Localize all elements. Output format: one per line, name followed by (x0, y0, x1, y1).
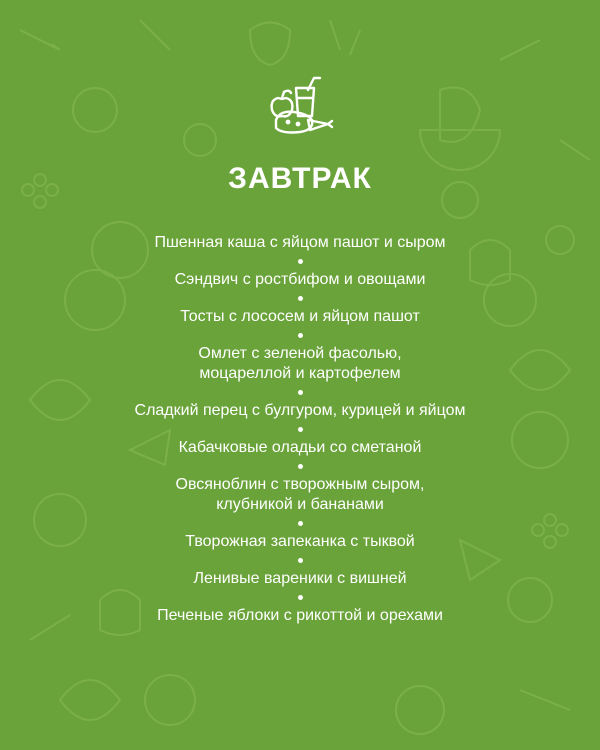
menu-item-line: Ленивые вареники с вишней (193, 570, 407, 587)
menu-item-line: Печеные яблоки с рикоттой и орехами (157, 607, 443, 624)
separator-dot (298, 558, 303, 563)
menu-item-line: Пшенная каша с яйцом пашот и сыром (154, 234, 446, 251)
separator-dot (298, 595, 303, 600)
menu-item (0, 532, 600, 552)
menu-item (0, 569, 600, 589)
menu-item-line: моцареллой и картофелем (199, 365, 401, 382)
breakfast-food-icon (268, 76, 334, 138)
menu-list (0, 233, 600, 626)
separator-dot (298, 296, 303, 301)
menu-item-line: Тосты с лососем и яйцом пашот (180, 308, 420, 325)
menu-item-line: клубникой и бананами (216, 496, 384, 513)
menu-item (0, 438, 600, 458)
menu-item (0, 270, 600, 290)
menu-item-line: Кабачковые оладьи со сметаной (178, 439, 422, 456)
separator-dot (298, 521, 303, 526)
separator-dot (298, 390, 303, 395)
menu-item-line: Сэндвич с ростбифом и овощами (174, 271, 426, 288)
separator-dot (298, 333, 303, 338)
separator-dot (298, 427, 303, 432)
menu-item (0, 606, 600, 626)
menu-item-line: Творожная запеканка с тыквой (185, 533, 415, 550)
separator-dot (298, 464, 303, 469)
menu-item-line: Сладкий перец с булгуром, курицей и яйцом (134, 402, 466, 419)
page-title: ЗАВТРАК (228, 162, 372, 195)
menu-item (0, 344, 600, 384)
menu-item-line: Овсяноблин с творожным сыром, (175, 476, 425, 493)
separator-dot (298, 259, 303, 264)
menu-item (0, 233, 600, 253)
menu-item (0, 307, 600, 327)
menu-item (0, 475, 600, 515)
menu-item-line: Омлет с зеленой фасолью, (198, 345, 402, 362)
menu-item (0, 401, 600, 421)
